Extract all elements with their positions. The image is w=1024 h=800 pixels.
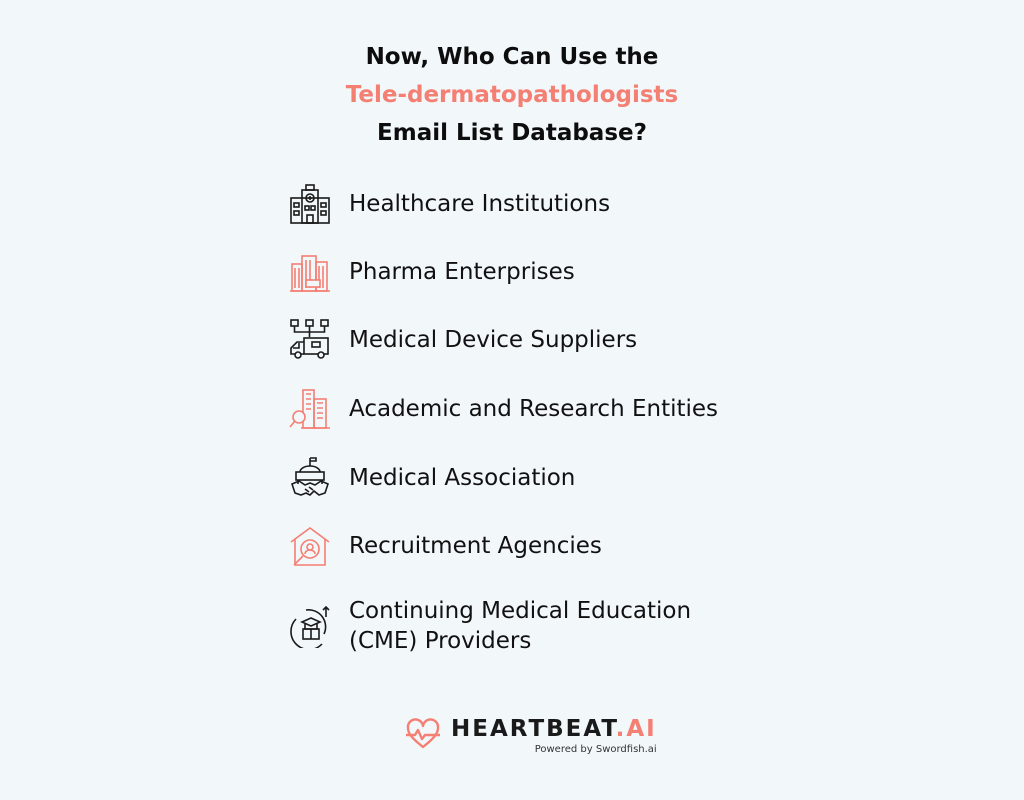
list-item-recruitment-agencies [288,524,602,568]
item-label: Healthcare Institutions [349,191,611,217]
delivery-truck-icon [288,318,332,362]
buildings-icon [288,250,332,294]
list-item-pharma-enterprises [288,250,575,294]
brand-name [451,716,657,742]
hospital-icon [288,182,332,226]
handshake-building-icon [288,456,332,500]
title-line-3: Email List Database? [377,120,647,146]
list-item-healthcare-institutions [288,182,610,226]
list-item-medical-device-suppliers [288,318,637,362]
title-line-2: Tele-dermatopathologists [345,82,679,108]
recruitment-house-icon [288,524,332,568]
page-title [0,38,1024,152]
list-item-medical-association [288,456,575,500]
brand-name-main: HEARTBEAT [451,716,616,742]
research-buildings-icon [288,387,332,431]
item-label: Recruitment Agencies [349,533,602,559]
item-label: Academic and Research Entities [349,396,719,422]
item-label: Pharma Enterprises [349,259,575,285]
heartbeat-icon [405,718,441,754]
brand-name-suffix: .AI [615,716,657,742]
education-cycle-icon [288,604,332,648]
item-label: Continuing Medical Education (CME) Providers [349,598,692,654]
title-line-1: Now, Who Can Use the [365,44,659,70]
item-label: Medical Device Suppliers [349,327,638,353]
brand-logo [405,716,657,755]
list-item-academic-research [288,387,718,431]
item-label: Medical Association [349,465,576,491]
brand-tagline: Powered by Swordfish.ai [534,744,657,755]
list-item-cme-providers [288,596,729,656]
